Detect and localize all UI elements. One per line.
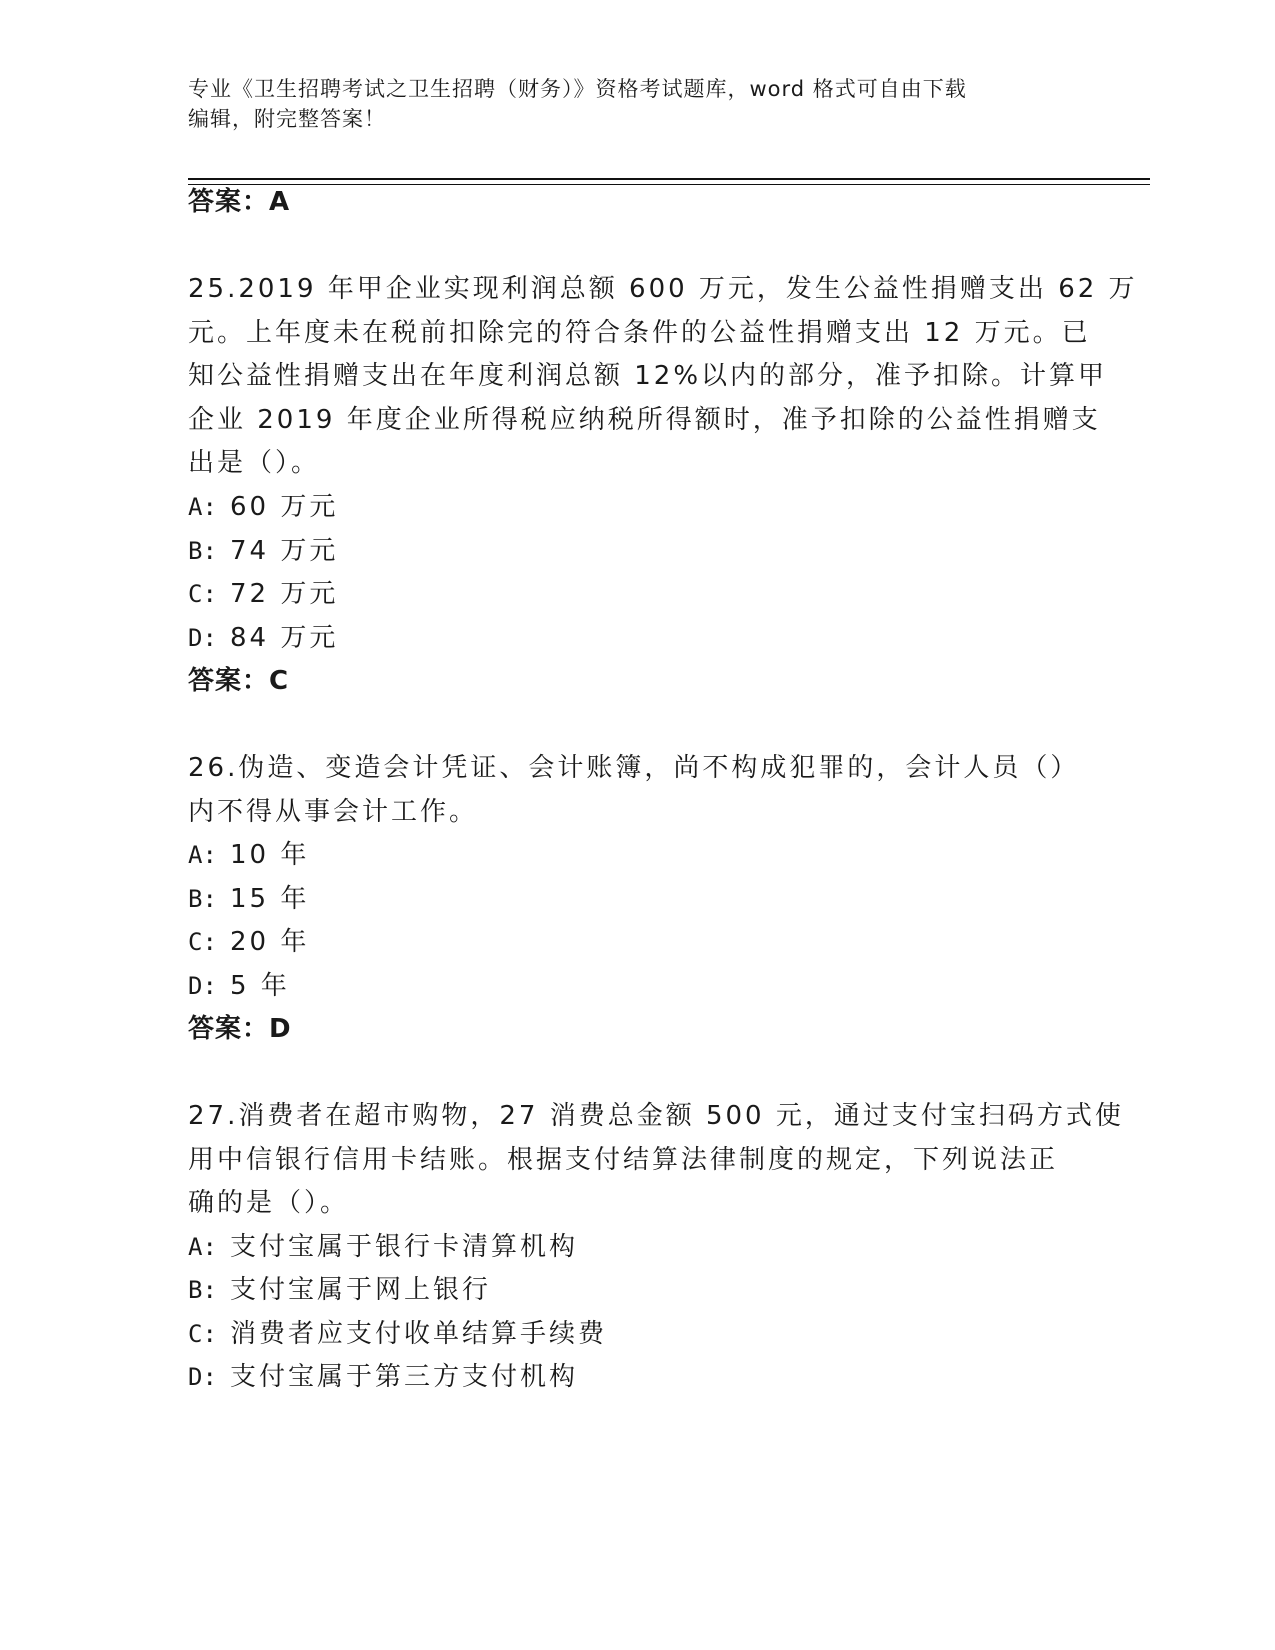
option-letter: D:: [188, 1363, 217, 1391]
option-letter: C:: [188, 928, 217, 956]
answer-previous: 答案：A: [188, 187, 291, 217]
option-letter: B:: [188, 1276, 217, 1304]
option-c: [188, 1317, 607, 1351]
option-c: [188, 925, 309, 959]
question-text-line: 元。上年度未在税前扣除完的符合条件的公益性捐赠支出 12 万元。已: [188, 318, 1091, 348]
option-text: 消费者应支付收单结算手续费: [230, 1319, 608, 1349]
option-a: [188, 1230, 578, 1264]
option-text: 74 万元: [230, 536, 339, 566]
option-letter: A:: [188, 493, 217, 521]
question-text-line: 知公益性捐赠支出在年度利润总额 12%以内的部分，准予扣除。计算甲: [188, 361, 1108, 391]
option-b: [188, 882, 309, 916]
option-text: 60 万元: [230, 492, 339, 522]
option-text: 支付宝属于第三方支付机构: [230, 1362, 579, 1392]
option-letter: C:: [188, 580, 217, 608]
option-letter: D:: [188, 624, 217, 652]
header-divider-thick: [188, 178, 1150, 180]
option-letter: B:: [188, 885, 217, 913]
option-text: 支付宝属于网上银行: [230, 1275, 492, 1305]
question-text-line: 27.消费者在超市购物，27 消费总金额 500 元，通过支付宝扫码方式使: [188, 1101, 1124, 1131]
option-b: [188, 1273, 491, 1307]
option-letter: C:: [188, 1320, 217, 1348]
option-d: [188, 621, 338, 655]
option-text: 84 万元: [230, 623, 339, 653]
question-text-line: 26.伪造、变造会计凭证、会计账簿，尚不构成犯罪的，会计人员（）: [188, 753, 1080, 783]
question-text-line: 内不得从事会计工作。: [188, 797, 479, 827]
option-b: [188, 534, 338, 568]
option-letter: A:: [188, 841, 217, 869]
document-header: [188, 74, 1088, 134]
option-letter: A:: [188, 1233, 217, 1261]
option-text: 5 年: [230, 971, 290, 1001]
option-c: [188, 577, 338, 611]
question-text-line: 25.2019 年甲企业实现利润总额 600 万元，发生公益性捐赠支出 62 万: [188, 274, 1138, 304]
header-divider-thin: [188, 184, 1150, 185]
option-text: 支付宝属于银行卡清算机构: [230, 1232, 579, 1262]
option-text: 10 年: [230, 840, 310, 870]
option-letter: B:: [188, 537, 217, 565]
question-text-line: 企业 2019 年度企业所得税应纳税所得额时，准予扣除的公益性捐赠支: [188, 405, 1101, 435]
option-a: [188, 838, 309, 872]
question-text-line: 确的是（）。: [188, 1188, 350, 1218]
header-line-1: 专业《卫生招聘考试之卫生招聘（财务）》资格考试题库，word 格式可自由下载: [188, 77, 967, 101]
answer-25: 答案：C: [188, 666, 290, 696]
option-text: 15 年: [230, 884, 310, 914]
question-text-line: 出是（）。: [188, 448, 321, 478]
header-line-2: 编辑，附完整答案！: [188, 107, 386, 131]
option-d: [188, 969, 290, 1003]
option-text: 20 年: [230, 927, 310, 957]
option-d: [188, 1360, 578, 1394]
option-text: 72 万元: [230, 579, 339, 609]
option-a: [188, 490, 338, 524]
answer-26: 答案：D: [188, 1014, 292, 1044]
option-letter: D:: [188, 972, 217, 1000]
question-text-line: 用中信银行信用卡结账。根据支付结算法律制度的规定，下列说法正: [188, 1145, 1059, 1175]
